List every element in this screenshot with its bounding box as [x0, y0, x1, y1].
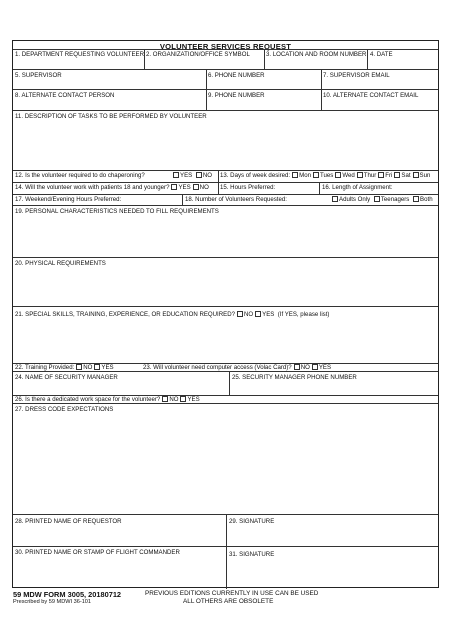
both-checkbox[interactable]	[413, 196, 419, 202]
adults-only-checkbox[interactable]	[332, 196, 338, 202]
supervisor-label: 5. SUPERVISOR	[15, 72, 62, 79]
form-number: 59 MDW FORM 3005, 20180712	[13, 590, 122, 599]
skills-no-checkbox[interactable]	[237, 311, 243, 317]
security-phone-label: 25. SECURITY MANAGER PHONE NUMBER	[232, 374, 357, 381]
patients-yes-checkbox[interactable]	[171, 184, 177, 190]
patients-question: 14. Will the volunteer work with patients 18 and younger? YES NO	[15, 184, 209, 191]
requestor-signature-label: 29. SIGNATURE	[229, 518, 275, 525]
physical-requirements-label: 20. PHYSICAL REQUIREMENTS	[15, 260, 106, 267]
training-yes-checkbox[interactable]	[94, 364, 100, 370]
day-thur-checkbox[interactable]	[357, 172, 363, 178]
skills-yes-checkbox[interactable]	[255, 311, 261, 317]
department-label: 1. DEPARTMENT REQUESTING VOLUNTEER	[15, 51, 145, 58]
supervisor-email-label: 7. SUPERVISOR EMAIL	[323, 72, 390, 79]
personal-characteristics-label: 19. PERSONAL CHARACTERISTICS NEEDED TO FILL REQUIREMENTS	[15, 208, 219, 215]
prescribed-by: Prescribed by 59 MDWI 36-101	[13, 599, 92, 605]
day-mon-checkbox[interactable]	[292, 172, 298, 178]
security-manager-label: 24. NAME OF SECURITY MANAGER	[15, 374, 118, 381]
chaperoning-yes-checkbox[interactable]	[173, 172, 179, 178]
phone-label: 6. PHONE NUMBER	[208, 72, 265, 79]
editions-note-1: PREVIOUS EDITIONS CURRENTLY IN USE CAN BE USED	[145, 590, 319, 597]
day-sun-checkbox[interactable]	[413, 172, 419, 178]
workspace-no-checkbox[interactable]	[162, 396, 168, 402]
day-tues-checkbox[interactable]	[313, 172, 319, 178]
chaperoning-options: YES NO	[171, 172, 212, 179]
work-space-question: 26. Is there a dedicated work space for the volunteer? NO YES	[15, 396, 200, 403]
computer-yes-checkbox[interactable]	[312, 364, 318, 370]
form-title: VOLUNTEER SERVICES REQUEST	[159, 42, 292, 51]
age-group-options: Adults Only Teenagers Both	[330, 196, 433, 203]
workspace-yes-checkbox[interactable]	[180, 396, 186, 402]
patients-no-checkbox[interactable]	[193, 184, 199, 190]
volunteer-services-form	[12, 40, 439, 588]
hours-preferred-label: 15. Hours Preferred:	[220, 184, 276, 191]
alternate-contact-label: 8. ALTERNATE CONTACT PERSON	[15, 92, 115, 99]
training-no-checkbox[interactable]	[76, 364, 82, 370]
length-assignment-label: 16. Length of Assignment:	[322, 184, 393, 191]
dress-code-label: 27. DRESS CODE EXPECTATIONS	[15, 406, 114, 413]
computer-access-question: 23. Will volunteer need computer access (Volac Card)? NO YES	[143, 364, 332, 371]
chaperoning-no-checkbox[interactable]	[196, 172, 202, 178]
weekend-hours-label: 17. Weekend/Evening Hours Preferred:	[15, 196, 122, 203]
commander-signature-label: 31. SIGNATURE	[229, 551, 275, 558]
editions-note-2: ALL OTHERS ARE OBSOLETE	[183, 598, 274, 605]
training-provided-question: 22. Training Provided: NO YES	[15, 364, 114, 371]
chaperoning-question: 12. Is the volunteer required to do chaperoning?	[15, 172, 145, 179]
location-label: 3. LOCATION AND ROOM NUMBER	[266, 51, 367, 58]
number-volunteers-label: 18. Number of Volunteers Requested:	[185, 196, 287, 203]
day-sat-checkbox[interactable]	[394, 172, 400, 178]
days-of-week: 13. Days of week desired: Mon Tues Wed Thur Fri Sat Sun	[220, 172, 431, 179]
requestor-name-label: 28. PRINTED NAME OF REQUESTOR	[15, 518, 122, 525]
computer-no-checkbox[interactable]	[294, 364, 300, 370]
task-description-label: 11. DESCRIPTION OF TASKS TO BE PERFORMED BY VOLUNTEER	[15, 113, 207, 120]
day-wed-checkbox[interactable]	[335, 172, 341, 178]
organization-label: 2. ORGANIZATION/OFFICE SYMBOL	[146, 51, 250, 58]
special-skills-question: 21. SPECIAL SKILLS, TRAINING, EXPERIENCE, OR EDUCATION REQUIRED? NO YES (If YES, please list)	[15, 311, 330, 318]
date-label: 4. DATE	[370, 51, 393, 58]
teenagers-checkbox[interactable]	[374, 196, 380, 202]
alternate-phone-label: 9. PHONE NUMBER	[208, 92, 265, 99]
day-fri-checkbox[interactable]	[378, 172, 384, 178]
alternate-email-label: 10. ALTERNATE CONTACT EMAIL	[323, 92, 419, 99]
flight-commander-label: 30. PRINTED NAME OR STAMP OF FLIGHT COMMANDER	[15, 549, 180, 556]
